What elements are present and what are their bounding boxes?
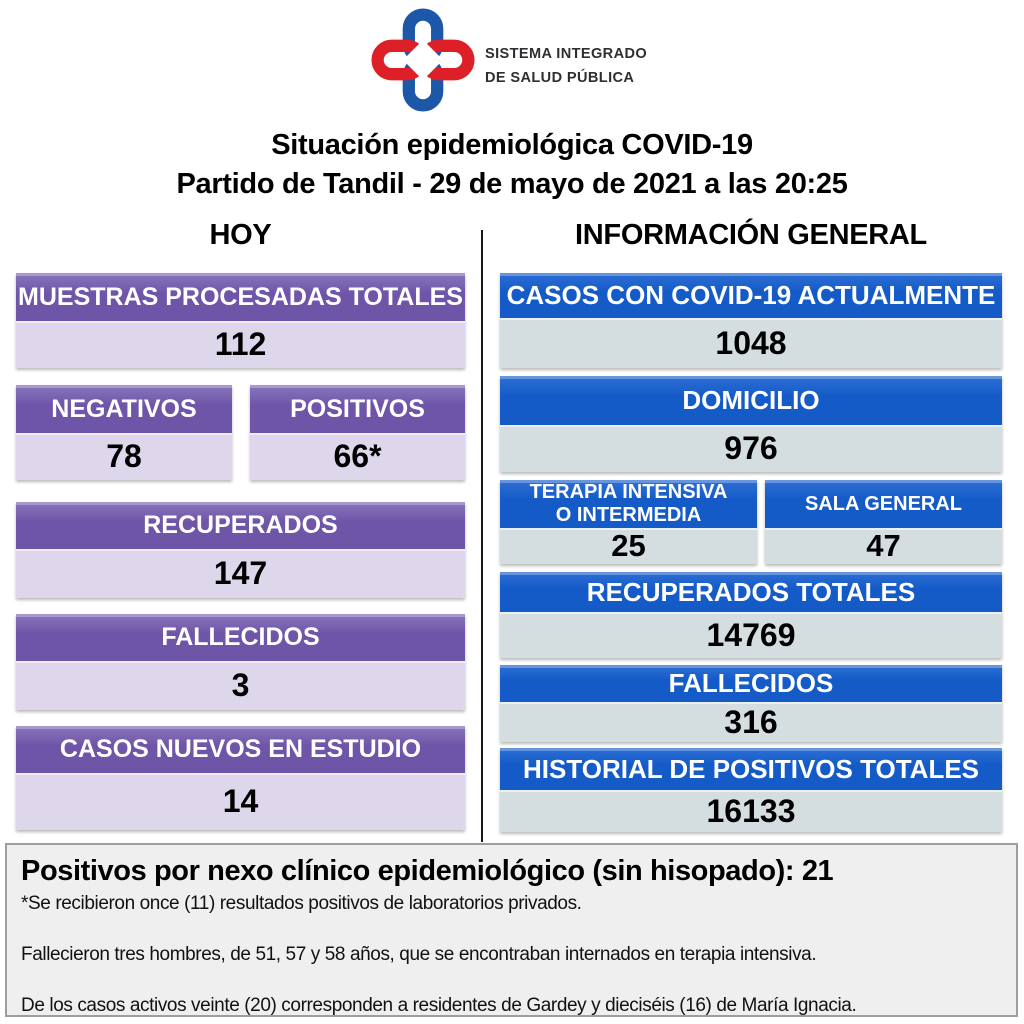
- logo-text-line1: SISTEMA INTEGRADO: [485, 45, 648, 62]
- card-negativos: [16, 385, 232, 480]
- card-historial-positivos-label: HISTORIAL DE POSITIVOS TOTALES: [500, 748, 1002, 790]
- page-title-line1: Situación epidemiológica COVID-19: [271, 129, 753, 161]
- header-logo-row: [0, 8, 1024, 112]
- card-muestras-procesadas-label: MUESTRAS PROCESADAS TOTALES: [16, 273, 465, 321]
- logo-wordmark: [485, 42, 647, 90]
- logo-text-line2: DE SALUD PÚBLICA: [485, 69, 635, 86]
- card-muestras-procesadas-value: 112: [16, 321, 465, 368]
- card-casos-actuales-value: 1048: [500, 318, 1002, 368]
- card-recuperados-totales-label: RECUPERADOS TOTALES: [500, 572, 1002, 612]
- card-positivos-label: POSITIVOS: [250, 385, 465, 433]
- card-sala-general-value: 47: [765, 528, 1002, 564]
- card-sala-general: [765, 480, 1002, 564]
- card-casos-actuales: [500, 273, 1002, 368]
- card-muestras-procesadas: [16, 273, 465, 368]
- card-fallecidos-hoy-value: 3: [16, 661, 465, 710]
- card-terapia-intensiva-value: 25: [500, 528, 757, 564]
- card-fallecidos-hoy: [16, 614, 465, 710]
- page-title-line2: Partido de Tandil - 29 de mayo de 2021 a las 20:25: [176, 168, 848, 200]
- card-recuperados-hoy-value: 147: [16, 549, 465, 598]
- card-fallecidos-totales-value: 316: [500, 702, 1002, 742]
- card-terapia-intensiva: [500, 480, 757, 564]
- card-recuperados-totales: [500, 572, 1002, 658]
- card-negativos-value: 78: [16, 433, 232, 480]
- card-positivos: [250, 385, 465, 480]
- column-heading-informacion-general: INFORMACIÓN GENERAL: [575, 219, 927, 251]
- card-recuperados-hoy: [16, 502, 465, 598]
- card-historial-positivos-value: 16133: [500, 790, 1002, 832]
- footer-note-localidades: De los casos activos veinte (20) corresponden a residentes de Gardey y dieciséis (16) de María Ignacia.: [21, 995, 857, 1016]
- card-fallecidos-totales: [500, 665, 1002, 742]
- footer-note-laboratorios: *Se recibieron once (11) resultados positivos de laboratorios privados.: [21, 893, 582, 914]
- card-recuperados-hoy-label: RECUPERADOS: [16, 502, 465, 549]
- card-casos-nuevos-estudio-value: 14: [16, 773, 465, 830]
- footer-note-fallecidos: Fallecieron tres hombres, de 51, 57 y 58 años, que se encontraban internados en terapia intensiva.: [21, 944, 817, 965]
- page-title: [0, 126, 1024, 204]
- card-recuperados-totales-value: 14769: [500, 612, 1002, 658]
- column-divider: [481, 230, 483, 842]
- card-casos-actuales-label: CASOS CON COVID-19 ACTUALMENTE: [500, 273, 1002, 318]
- card-fallecidos-hoy-label: FALLECIDOS: [16, 614, 465, 661]
- card-negativos-label: NEGATIVOS: [16, 385, 232, 433]
- card-terapia-intensiva-label: TERAPIA INTENSIVA O INTERMEDIA: [500, 480, 757, 528]
- card-domicilio: [500, 376, 1002, 472]
- card-historial-positivos: [500, 748, 1002, 832]
- footer-notes-box: [5, 843, 1018, 1017]
- card-sala-general-label: SALA GENERAL: [765, 480, 1002, 528]
- card-casos-nuevos-estudio: [16, 726, 465, 830]
- footer-heading-nexo-clinico: Positivos por nexo clínico epidemiológico (sin hisopado): 21: [21, 855, 834, 887]
- card-positivos-value: 66*: [250, 433, 465, 480]
- card-casos-nuevos-estudio-label: CASOS NUEVOS EN ESTUDIO: [16, 726, 465, 773]
- sisp-logo-icon: [371, 8, 475, 112]
- card-fallecidos-totales-label: FALLECIDOS: [500, 665, 1002, 702]
- column-heading-hoy: HOY: [209, 219, 272, 251]
- card-domicilio-label: DOMICILIO: [500, 376, 1002, 425]
- card-domicilio-value: 976: [500, 425, 1002, 472]
